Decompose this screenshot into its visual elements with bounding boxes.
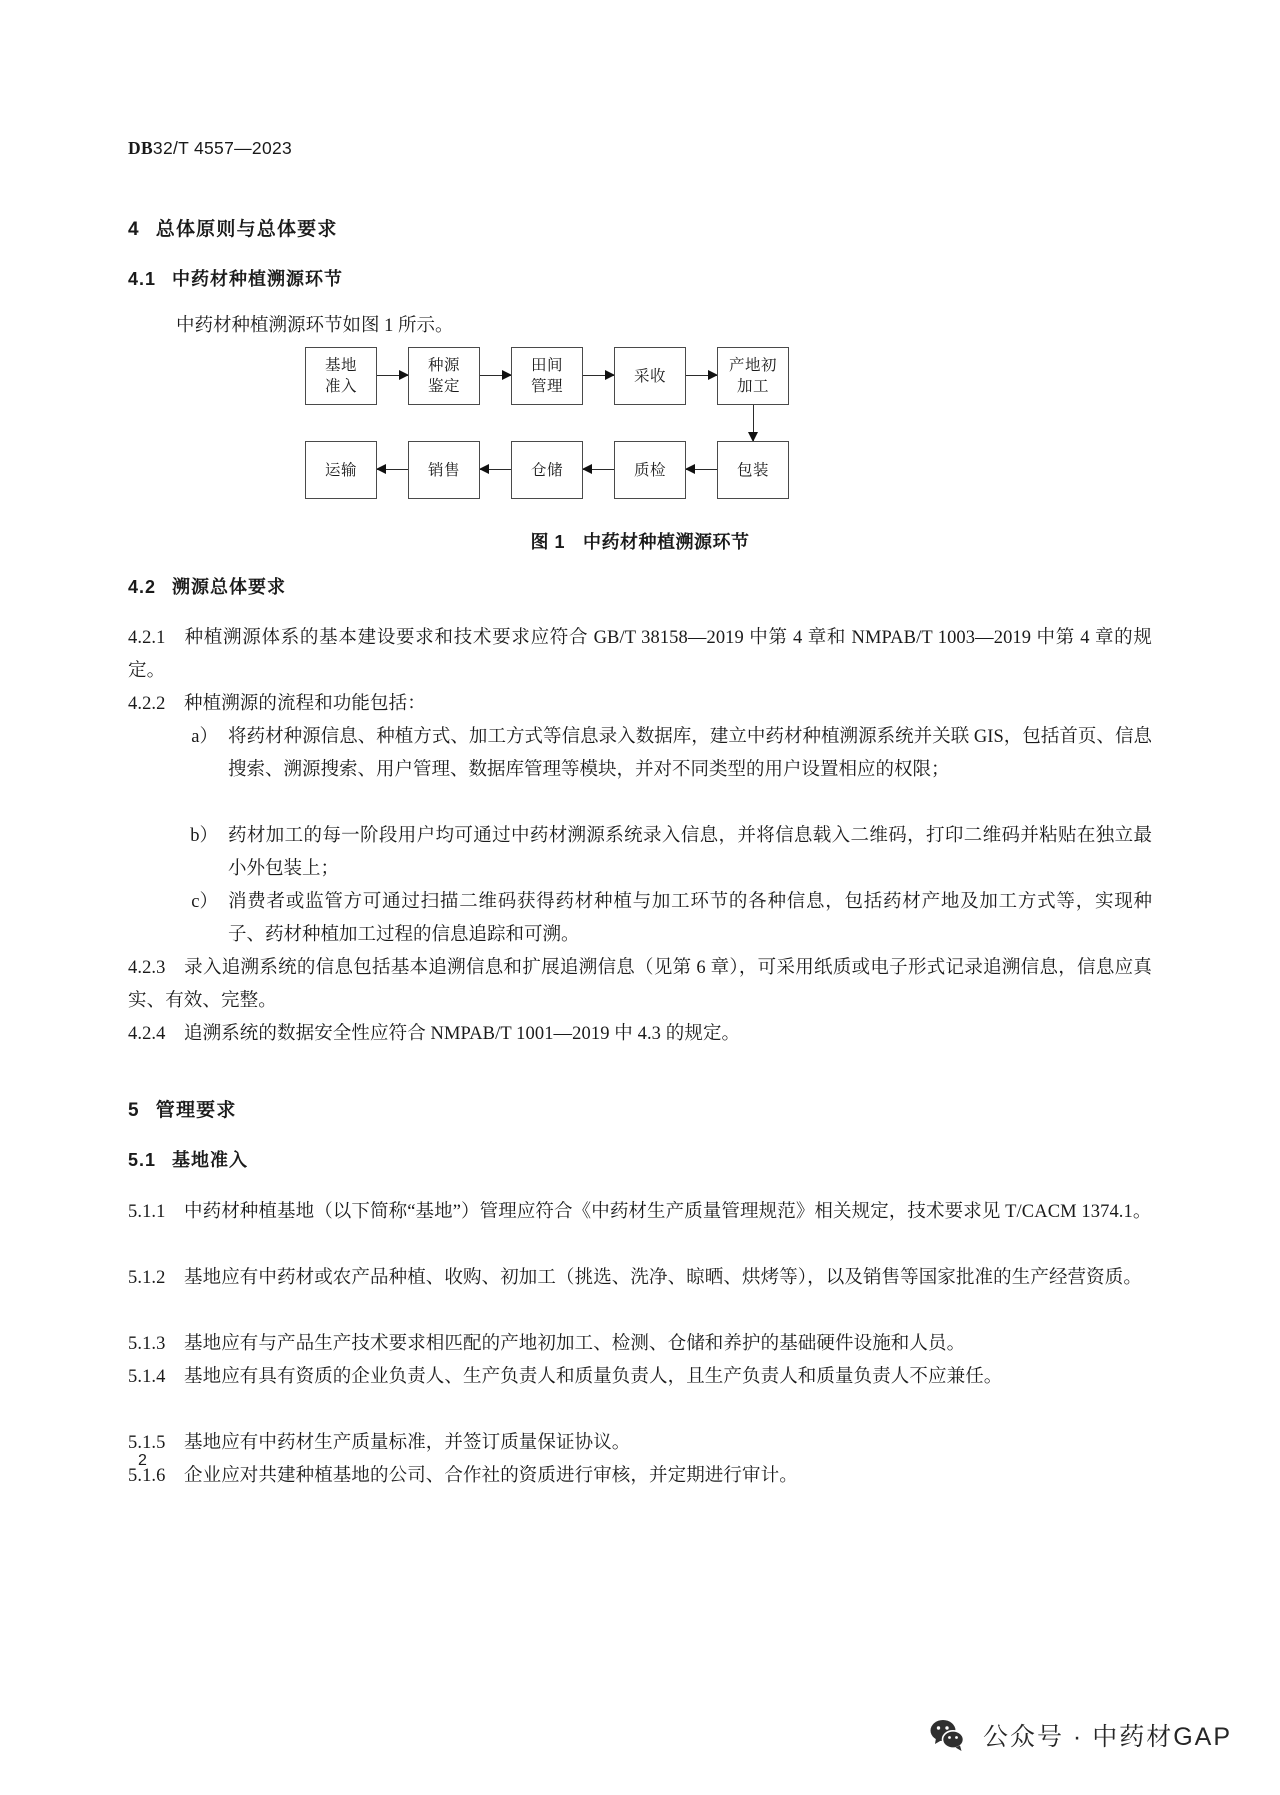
heading-section-5-1	[128, 1146, 248, 1172]
clause-5-1-1	[128, 1196, 1152, 1229]
wechat-icon	[925, 1713, 969, 1757]
heading-4-title: 总体原则与总体要求	[155, 219, 338, 240]
standard-code-prefix: DB	[128, 138, 153, 158]
heading-41-title: 中药材种植溯源环节	[172, 269, 344, 289]
heading-section-4-1	[128, 265, 343, 291]
watermark-text: 公众号 · 中药材GAP	[982, 1723, 1232, 1751]
clause-5-1-5-label: 5.1.5	[128, 1433, 166, 1453]
list-marker-a: a）	[191, 727, 218, 747]
flow-arrow-1	[377, 375, 408, 376]
flow-arrow-6	[583, 469, 614, 470]
clause-5-1-6	[128, 1460, 1152, 1493]
clause-5-1-1-text: 中药材种植基地（以下简称“基地”）管理应符合《中药材生产质量管理规范》相关规定，技术要求见 T/CACM 1374.1。	[184, 1202, 1152, 1222]
flow-node-primary-processing: 产地初 加工	[717, 347, 789, 405]
list-text-c: 消费者或监管方可通过扫描二维码获得药材种植与加工环节的各种信息，包括药材产地及加工方式等，实现种子、药材种植加工过程的信息追踪和可溯。	[228, 892, 1152, 945]
flowchart-traceability-links	[305, 347, 795, 499]
section-41-intro: 中药材种植溯源环节如图 1 所示。	[176, 316, 454, 336]
heading-section-4	[128, 214, 338, 241]
clause-5-1-4	[128, 1361, 1152, 1394]
list-marker-b: b）	[190, 826, 218, 846]
standard-code-rest: 32/T 4557—2023	[152, 138, 293, 158]
flow-node-base-entry: 基地 准入	[305, 347, 377, 405]
watermark	[925, 1713, 1232, 1757]
clause-4-2-4-label: 4.2.4	[128, 1024, 166, 1044]
list-marker-c: c）	[191, 892, 218, 912]
clause-4-2-1-label: 4.2.1	[128, 628, 166, 648]
flow-arrow-3	[583, 375, 614, 376]
heading-41-number: 4.1	[128, 269, 157, 289]
clause-4-2-2	[128, 688, 1152, 721]
clause-4-2-3	[128, 952, 1152, 1018]
heading-5-title: 管理要求	[155, 1100, 237, 1121]
heading-51-number: 5.1	[128, 1150, 157, 1170]
flow-arrow-2	[480, 375, 511, 376]
flow-node-sales: 销售	[408, 441, 480, 499]
clause-5-1-2-text: 基地应有中药材或农产品种植、收购、初加工（挑选、洗净、晾晒、烘烤等），以及销售等国家批准的生产经营资质。	[184, 1268, 1142, 1288]
list-text-a: 将药材种源信息、种植方式、加工方式等信息录入数据库，建立中药材种植溯源系统并关联 GIS，包括首页、信息搜索、溯源搜索、用户管理、数据库管理等模块，并对不同类型的用户设置相应的权限；	[228, 727, 1152, 780]
clause-5-1-6-label: 5.1.6	[128, 1466, 166, 1486]
clause-5-1-6-text: 企业应对共建种植基地的公司、合作社的资质进行审核，并定期进行审计。	[184, 1466, 798, 1486]
page-number: 2	[138, 1452, 147, 1469]
flow-arrow-4	[686, 375, 717, 376]
flow-node-packaging: 包装	[717, 441, 789, 499]
heading-4-number: 4	[128, 219, 140, 240]
heading-section-5	[128, 1095, 237, 1122]
flow-node-seed-identification: 种源 鉴定	[408, 347, 480, 405]
clause-4-2-3-text: 录入追溯系统的信息包括基本追溯信息和扩展追溯信息（见第 6 章），可采用纸质或电子形式记录追溯信息，信息应真实、有效、完整。	[128, 958, 1152, 1011]
clause-4-2-4	[128, 1018, 1152, 1051]
flow-node-storage: 仓储	[511, 441, 583, 499]
running-header	[128, 138, 292, 159]
clause-5-1-4-label: 5.1.4	[128, 1367, 166, 1387]
figure-caption	[128, 528, 1152, 554]
clause-5-1-2	[128, 1262, 1152, 1295]
flow-arrow-8	[377, 469, 408, 470]
heading-42-title: 溯源总体要求	[172, 577, 287, 597]
clause-5-1-1-label: 5.1.1	[128, 1202, 166, 1222]
list-item-a	[191, 721, 1152, 787]
clause-4-2-4-text: 追溯系统的数据安全性应符合 NMPAB/T 1001—2019 中 4.3 的规定。	[184, 1024, 741, 1044]
clause-4-2-3-label: 4.2.3	[128, 958, 166, 978]
clause-5-1-3-text: 基地应有与产品生产技术要求相匹配的产地初加工、检测、仓储和养护的基础硬件设施和人员。	[184, 1334, 966, 1354]
heading-42-number: 4.2	[128, 577, 157, 597]
clause-5-1-5	[128, 1427, 1152, 1460]
clause-5-1-2-label: 5.1.2	[128, 1268, 166, 1288]
clause-5-1-4-text: 基地应有具有资质的企业负责人、生产负责人和质量负责人，且生产负责人和质量负责人不应兼任。	[184, 1367, 1003, 1387]
flow-arrow-down	[753, 405, 754, 441]
flow-node-quality-inspection: 质检	[614, 441, 686, 499]
figure-label: 图 1	[530, 532, 565, 552]
clause-4-2-2-text: 种植溯源的流程和功能包括：	[184, 694, 426, 714]
figure-caption-text: 中药材种植溯源环节	[583, 532, 750, 552]
clause-5-1-3-label: 5.1.3	[128, 1334, 166, 1354]
clause-5-1-5-text: 基地应有中药材生产质量标准，并签订质量保证协议。	[184, 1433, 631, 1453]
heading-section-4-2	[128, 573, 286, 599]
clause-4-2-1-text: 种植溯源体系的基本建设要求和技术要求应符合 GB/T 38158—2019 中第 4 章和 NMPAB/T 1003—2019 中第 4 章的规定。	[128, 628, 1152, 681]
heading-51-title: 基地准入	[172, 1150, 249, 1170]
clause-4-2-1	[128, 622, 1152, 688]
flow-arrow-7	[480, 469, 511, 470]
clause-4-2-2-label: 4.2.2	[128, 694, 166, 714]
heading-5-number: 5	[128, 1100, 140, 1121]
flow-node-harvest: 采收	[614, 347, 686, 405]
list-item-b	[190, 820, 1152, 886]
list-text-b: 药材加工的每一阶段用户均可通过中药材溯源系统录入信息，并将信息载入二维码，打印二维码并粘贴在独立最小外包装上；	[228, 826, 1152, 879]
list-item-c	[191, 886, 1152, 952]
clause-5-1-3	[128, 1328, 1152, 1361]
flow-node-field-management: 田间 管理	[511, 347, 583, 405]
flow-node-transport: 运输	[305, 441, 377, 499]
flow-arrow-5	[686, 469, 717, 470]
